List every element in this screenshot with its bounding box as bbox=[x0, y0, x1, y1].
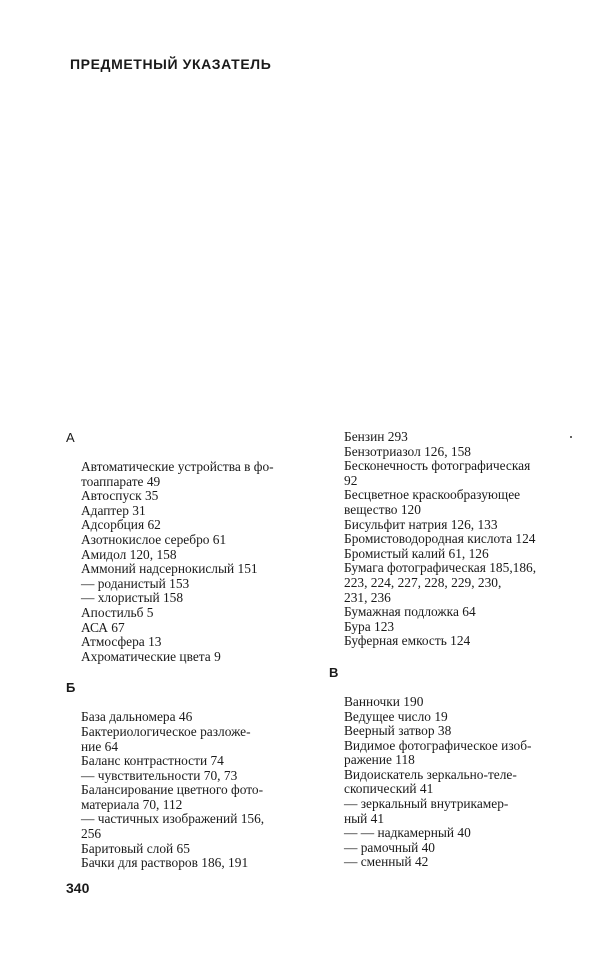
index-entry: Видоискатель зеркально-теле- bbox=[344, 766, 517, 782]
index-column-right bbox=[329, 430, 551, 870]
section-letter-v: В bbox=[329, 664, 339, 680]
index-entry: Бромистый калий 61, 126 bbox=[344, 545, 489, 561]
index-entry: Бачки для растворов 186, 191 bbox=[81, 855, 249, 871]
section-letter-b: Б bbox=[66, 680, 76, 696]
page-title: ПРЕДМЕТНЫЙ УКАЗАТЕЛЬ bbox=[70, 56, 272, 72]
index-entry: Бензин 293 bbox=[344, 429, 408, 444]
index-entry: Баланс контрастности 74 bbox=[81, 753, 224, 769]
index-entry-continuation: тоаппарате 49 bbox=[81, 473, 161, 489]
index-entry: АСА 67 bbox=[81, 619, 125, 635]
page-number: 340 bbox=[66, 880, 90, 896]
index-entry: Бумага фотографическая 185,186, bbox=[344, 560, 537, 576]
index-entry: — хлористый 158 bbox=[81, 590, 184, 606]
index-entry: — зеркальный внутрикамер- bbox=[344, 796, 509, 812]
index-entry-continuation: 231, 236 bbox=[344, 589, 391, 605]
index-entry: — сменный 42 bbox=[344, 854, 429, 870]
index-entry: — чувствительности 70, 73 bbox=[81, 767, 238, 783]
index-entry-continuation: 223, 224, 227, 228, 229, 230, bbox=[344, 574, 502, 590]
index-entry: — рамочный 40 bbox=[344, 839, 436, 855]
index-entry: Апостильб 5 bbox=[81, 604, 154, 620]
index-entry: Бумажная подложка 64 bbox=[344, 604, 476, 620]
index-entry: Бактериологическое разложе- bbox=[81, 723, 251, 739]
index-entry: — — надкамерный 40 bbox=[344, 825, 471, 841]
index-entry: Ванночки 190 bbox=[344, 693, 424, 709]
index-entry-continuation: 256 bbox=[81, 826, 102, 842]
index-entry: Бисульфит натрия 126, 133 bbox=[344, 516, 498, 532]
index-entry: Азотнокислое серебро 61 bbox=[81, 531, 227, 547]
index-entry: Амидол 120, 158 bbox=[81, 546, 177, 562]
index-entry: Бромистоводородная кислота 124 bbox=[344, 531, 536, 547]
index-entry: Автоматические устройства в фо- bbox=[81, 459, 274, 474]
section-v-entries bbox=[329, 695, 551, 870]
index-entry: Буферная емкость 124 bbox=[344, 633, 471, 649]
section-b-continued-entries bbox=[329, 430, 551, 649]
index-entry: База дальномера 46 bbox=[81, 709, 193, 725]
index-entry: Бура 123 bbox=[344, 618, 395, 634]
index-entry: Ахроматические цвета 9 bbox=[81, 648, 221, 664]
index-entry: — частичных изображений 156, bbox=[81, 811, 265, 827]
section-letter-a: А bbox=[66, 430, 75, 445]
index-entry: Бесцветное краскообразующее bbox=[344, 487, 521, 503]
index-entry: Атмосфера 13 bbox=[81, 634, 162, 650]
index-entry-continuation: 92 bbox=[344, 472, 358, 488]
index-entry-continuation: ние 64 bbox=[81, 738, 119, 754]
index-entry: Видимое фотографическое изоб- bbox=[344, 737, 532, 753]
index-entry: Веерный затвор 38 bbox=[344, 723, 452, 739]
index-entry: Автоспуск 35 bbox=[81, 488, 159, 504]
index-entry-continuation: ражение 118 bbox=[344, 752, 415, 768]
section-b-entries bbox=[66, 710, 288, 871]
index-entry: Бесконечность фотографическая bbox=[344, 458, 531, 474]
index-entry: Адаптер 31 bbox=[81, 502, 146, 518]
index-entry-continuation: скопический 41 bbox=[344, 781, 434, 797]
index-entry: Баритовый слой 65 bbox=[81, 840, 190, 856]
index-entry: — роданистый 153 bbox=[81, 575, 190, 591]
index-entry-continuation: вещество 120 bbox=[344, 501, 421, 517]
stray-dot bbox=[570, 436, 572, 438]
index-entry: Балансирование цветного фото- bbox=[81, 782, 264, 798]
section-a-entries bbox=[66, 460, 288, 664]
index-entry-continuation: ный 41 bbox=[344, 810, 385, 826]
index-entry: Адсорбция 62 bbox=[81, 517, 161, 533]
index-entry-continuation: материала 70, 112 bbox=[81, 796, 183, 812]
index-entry: Аммоний надсернокислый 151 bbox=[81, 561, 258, 577]
index-entry: Бензотриазол 126, 158 bbox=[344, 443, 471, 459]
index-column-left bbox=[66, 430, 288, 871]
index-entry: Ведущее число 19 bbox=[344, 708, 448, 724]
